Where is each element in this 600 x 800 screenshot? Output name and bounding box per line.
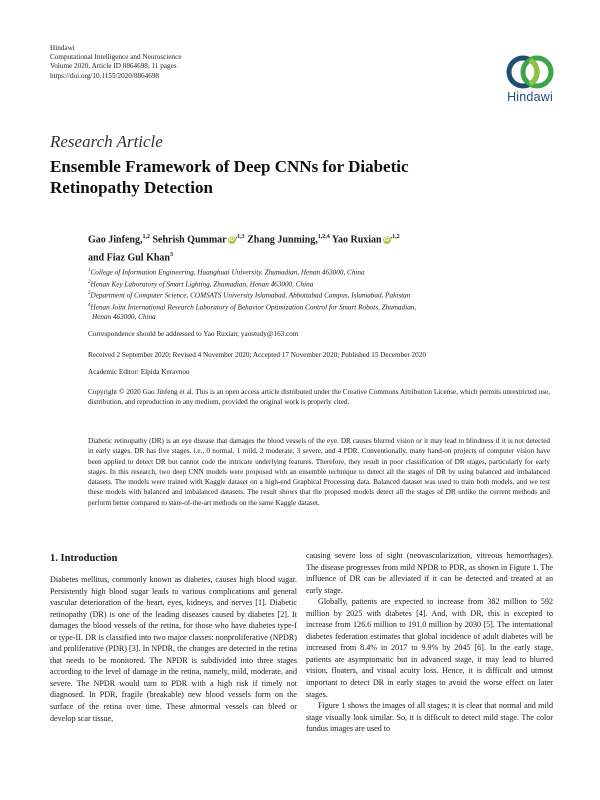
paragraph: Diabetes mellitus, commonly known as diabetes, causes high blood sugar. Persistently high blood sugar leads to various complications and general vascular deterioration of the heart, eyes, kidneys, and nerves [1]. Diabetic retinopathy (DR) is one of the leading diseases caused by diabetes [2]. It damages the blood vessels of the retina, for those who have diabetes type-I or type-II. DR is classified into two major classes: nonproliferative (NPDR) and proliferative (PDR) [3]. In NPDR, the changes are detected in the retina that needs to be monitored. The NPDR is subdivided into three stages according to the level of damage in the retina, namely, mild, moderate, and severe. The NPDR would turn to PDR with a high risk if timely not diagnosed. In PDR, fragile (breakable) new blood vessels form on the surface of the retina over time. These abnormal vessels can bleed or develop scar tissue, — [50, 575, 297, 723]
journal-metadata — [50, 44, 182, 81]
author-name: and Fiaz Gul Khan — [88, 252, 170, 264]
author-affil-sup: 1,2 — [142, 234, 150, 240]
affiliation-item: $^1$College of Information Engineering, Huanghuai University, Zhumadian, Henan 463000, China — [88, 268, 365, 277]
volume-info: Volume 2020, Article ID 8864698, 11 pages — [50, 62, 177, 71]
paragraph: Figure 1 shows the images of all stages; it is clear that normal and mild stage visually look similar. So, it is difficult to detect mild stage. The color fundus images are used to — [306, 701, 553, 734]
abstract: Diabetic retinopathy (DR) is an eye disease that damages the blood vessels of the eye. DR causes blurred vision or it may lead to blindness if it is not detected in early stages. DR has five stages, i.e., 0 normal, 1 mild, 2 moderate, 3 severe, and 4 PDR. Conventionally, many hand-on projects of computer vision have been applied to detect DR but cannot code the intricate underlying features. Therefore, they result in poor classification of DR stages, particularly for early stages. In this research, two deep CNN models were proposed with an ensemble technique to detect all the stages of DR by using balanced and imbalanced datasets. The models were trained with Kaggle dataset on a high-end Graphical Processing data. Balanced dataset was used to train both models, and we test these models with balanced and imbalanced datasets. The result shows that the proposed models detect all the stages of DR unlike the current methods and perform better compared to state-of-the-art methods on the same Kaggle dataset. — [88, 437, 550, 507]
orcid-icon[interactable]: iD — [383, 237, 390, 244]
body-column-right — [306, 550, 553, 735]
section-heading: 1. Introduction — [50, 553, 118, 564]
affiliation-item: Henan 463000, China — [92, 313, 156, 322]
title-line-1: Ensemble Framework of Deep CNNs for Diabetic — [50, 157, 409, 176]
author-list — [88, 230, 538, 266]
doi-link[interactable]: https://doi.org/10.1155/2020/8864698 — [50, 71, 160, 80]
body-column-left — [50, 574, 297, 724]
orcid-icon[interactable]: iD — [228, 237, 235, 244]
author-name: Zhang Junming, — [247, 234, 318, 246]
author-affil-sup: 3 — [169, 251, 173, 258]
author-affil-sup: ,1,3 — [235, 234, 245, 240]
author-name: Yao Ruxian — [331, 234, 382, 246]
paragraph: Globally, patients are expected to increase from 382 million to 592 million by 2025 with diabetes [4]. And, with DR, this is excepted to increase from 126.6 million to 191.0 million by 2030 [5]. The international diabetes federation estimates that global incidence of adult diabetes will be increased from 8.4% in 2017 to 9.9% by 2045 [6]. In the early stage, patients are asymptomatic but in advanced stage, it may lead to blurred vision, floaters, and visual acuity loss. Hence, it is difficult and utmost important to detect DR in early stages to avoid the worse effect on later stages. — [306, 597, 553, 699]
affiliations — [88, 266, 548, 323]
academic-editor: Academic Editor: Elpida Keravnou — [88, 368, 190, 376]
publication-dates: Received 2 September 2020; Revised 4 November 2020; Accepted 17 November 2020; Published 15 December 2020 — [88, 351, 426, 359]
affiliation-item: $^3$Department of Computer Science, COMSATS University Islamabad, Abbottabad Campus, Islamabad, Pakistan — [88, 291, 411, 300]
paragraph: causing severe loss of sight (neovascularization, vitreous hemorrhages). The disease progresses from mild NPDR to PDR, as shown in Figure 1. The influence of DR can be alleviated if it can be detected and treated at an early stage. — [306, 551, 553, 595]
publisher-name: Hindawi — [50, 44, 75, 52]
correspondence: Correspondence should be addressed to Yao Ruxian; yaostudy@163.com — [88, 330, 299, 338]
title-line-2: Retinopathy Detection — [50, 178, 213, 197]
affiliation-item: $^4$Henan Joint International Research Laboratory of Behavior Optimization Control for Smart Robots, Zhumadian, — [88, 302, 417, 312]
author-affil-sup: 1,2,4 — [317, 234, 330, 240]
author-affil-sup: ,1,2 — [390, 234, 400, 240]
copyright-notice: Copyright © 2020 Gao Jinfeng et al. This is an open access article distributed under the Creative Commons Attribution License, which permits unrestricted use, distribution, and reproduction in any medium, provided the original work is properly cited. — [88, 388, 550, 407]
paper-title — [50, 156, 510, 198]
author-name: Gao Jinfeng, — [88, 234, 143, 246]
logo-wordmark: Hindawi — [507, 90, 553, 104]
journal-name: Computational Intelligence and Neuroscience — [50, 53, 182, 62]
affiliation-item: $^2$Henan Key Laboratory of Smart Lighting, Zhumadian, Henan 463000, China — [88, 279, 314, 288]
author-name: Sehrish Qummar — [152, 234, 227, 246]
article-type: Research Article — [50, 132, 163, 151]
